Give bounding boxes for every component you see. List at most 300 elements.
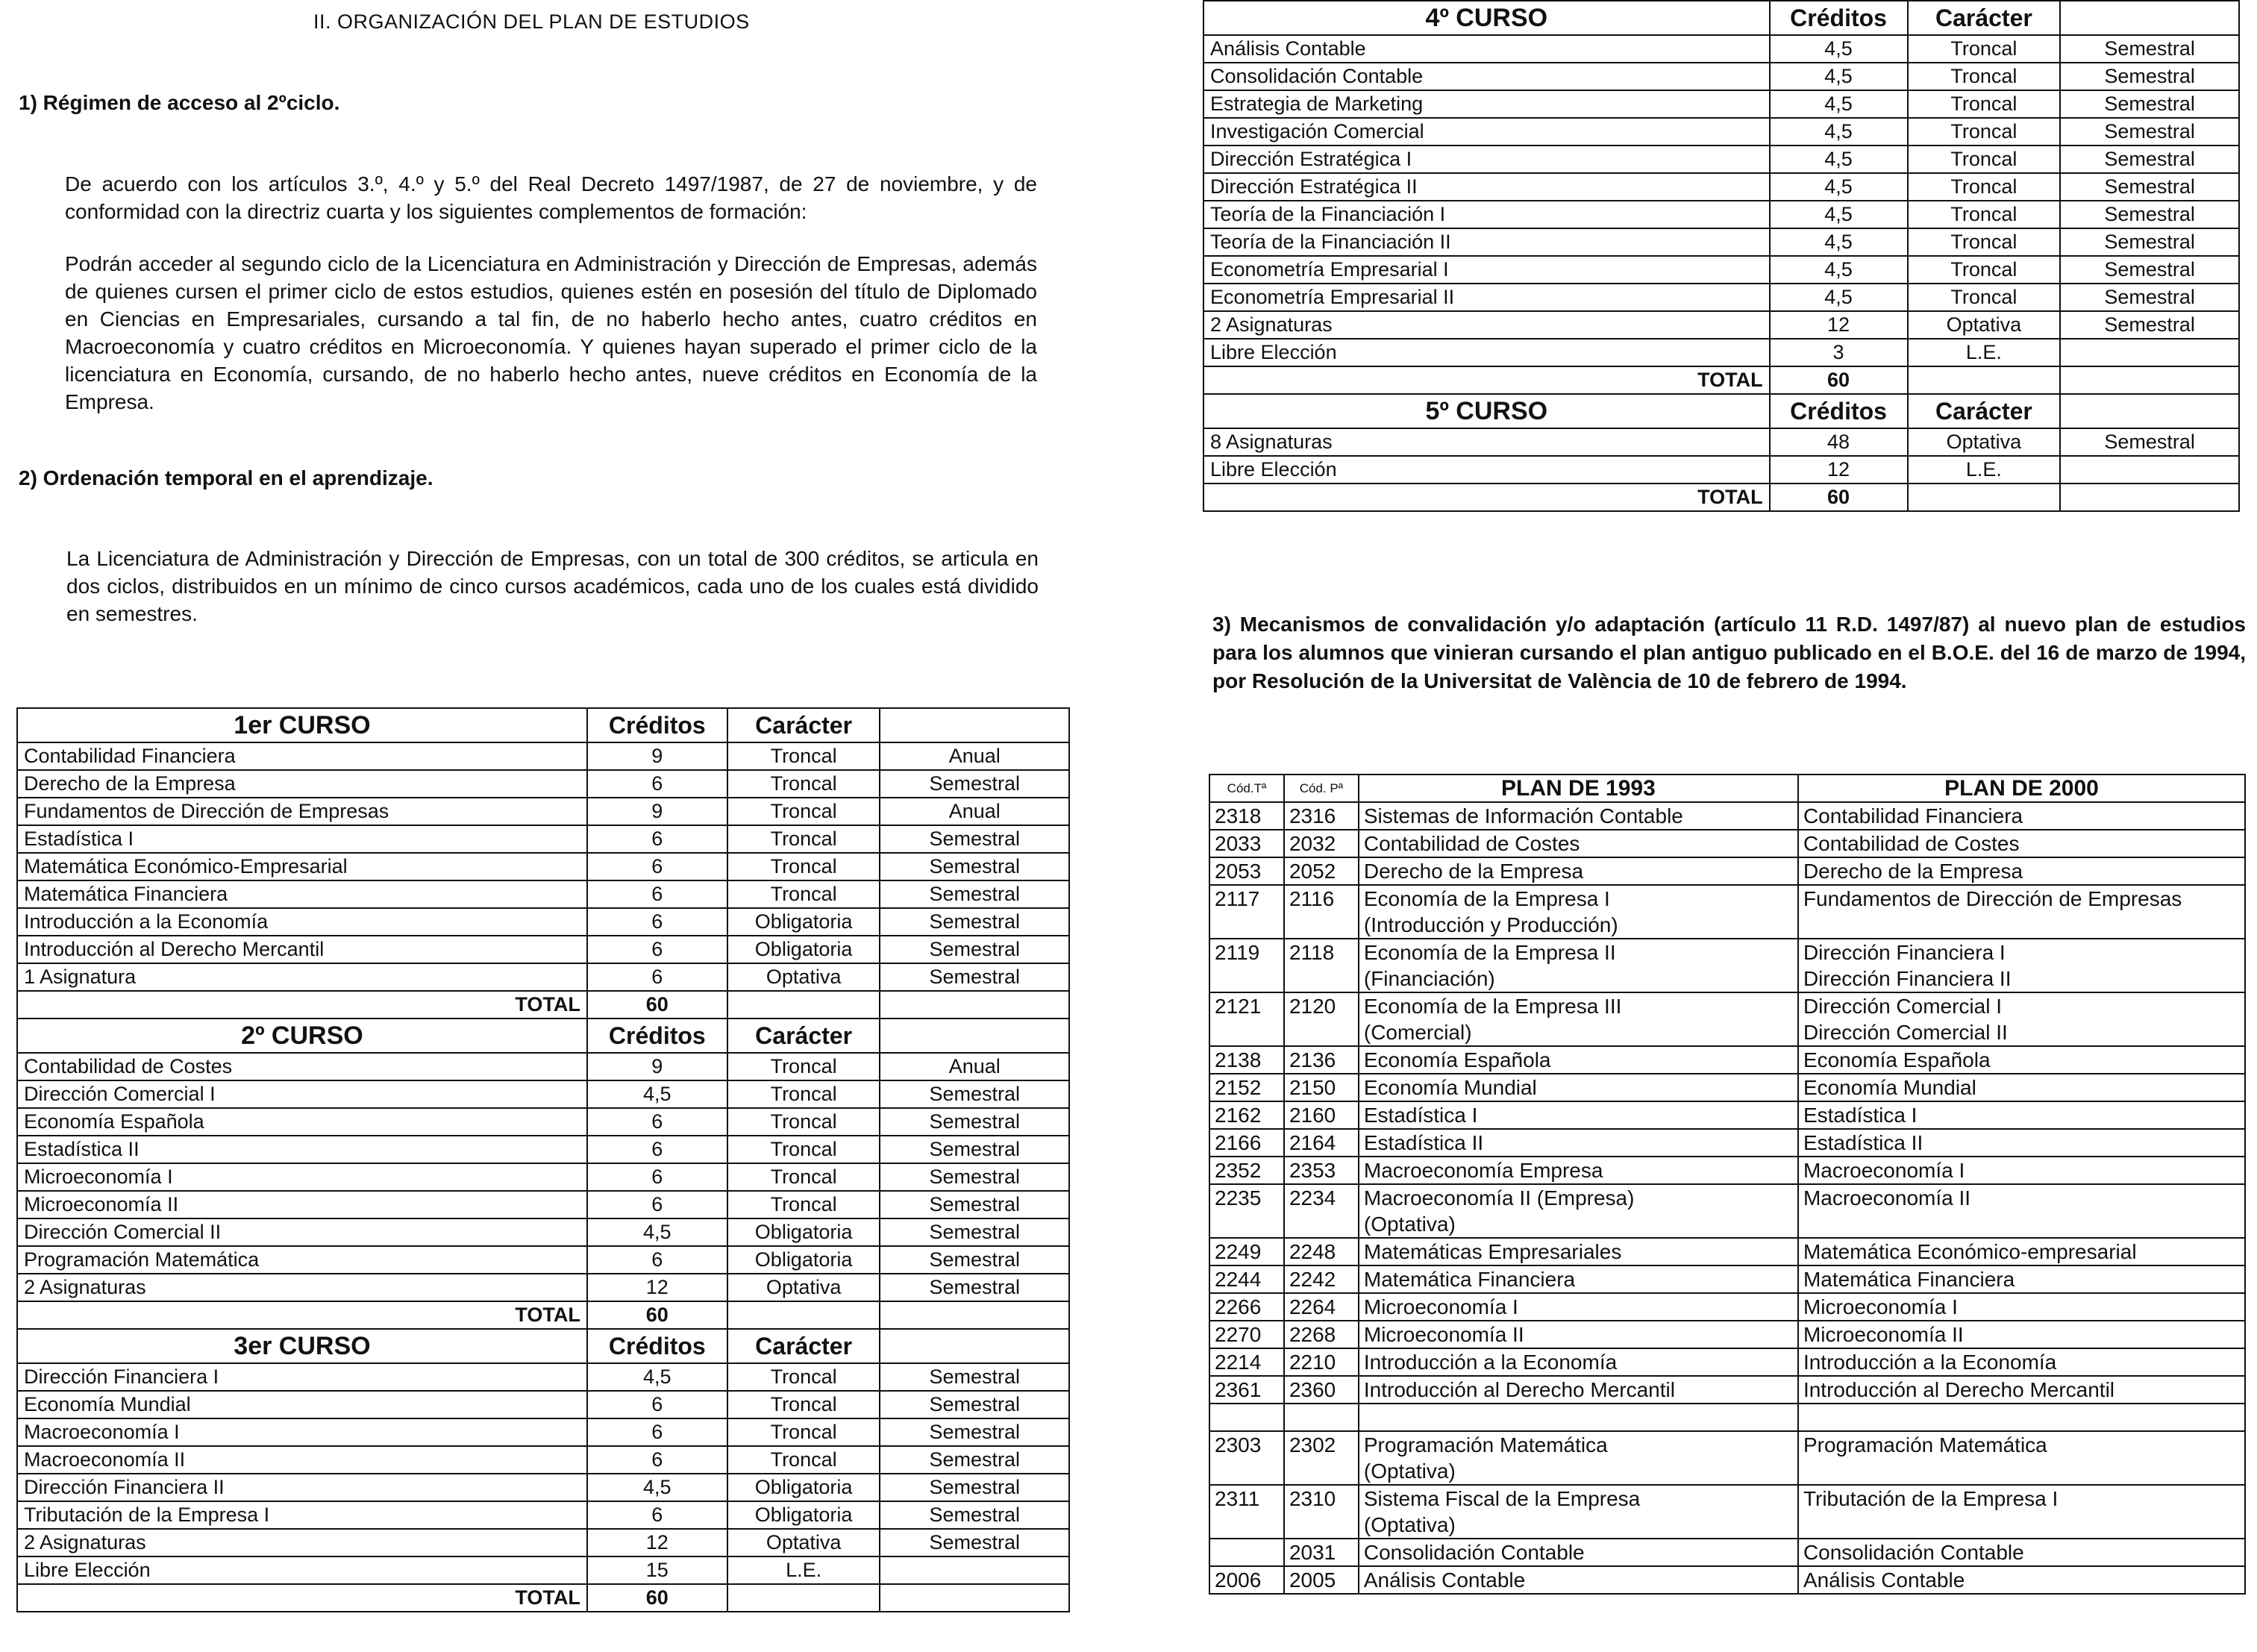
subject-type: Obligatoria: [727, 1474, 880, 1501]
subject-credits: 6: [587, 880, 727, 908]
plan-2000-subject: [1798, 992, 2245, 1046]
subject-credits: 9: [587, 798, 727, 825]
subject-name: 2 Asignaturas: [17, 1529, 587, 1556]
plan-2000-subject: [1798, 1238, 2245, 1265]
subject-duration: Semestral: [880, 1391, 1069, 1418]
course-title: 4º CURSO: [1203, 1, 1770, 35]
subject-name: Estadística I: [17, 825, 587, 853]
plan-2000-subject: [1798, 1431, 2245, 1485]
subject-type: Troncal: [727, 742, 880, 770]
code-t: [1209, 1539, 1284, 1566]
subject-credits: 48: [1770, 428, 1908, 456]
course-header-c4: [1203, 1, 2239, 35]
subject-type: L.E.: [727, 1556, 880, 1584]
plan-1993-subject: [1359, 1485, 1798, 1539]
subject-credits: 6: [587, 1136, 727, 1163]
subject-credits: 4,5: [1770, 228, 1908, 256]
header-cod-p: Cód. Pª: [1284, 775, 1359, 802]
subject-type: Troncal: [1908, 173, 2061, 201]
plan-2000-subject: [1798, 1074, 2245, 1101]
code-t: 2006: [1209, 1566, 1284, 1594]
subject-row: [1203, 456, 2239, 484]
plan-1993-line: (Comercial): [1363, 1021, 1472, 1044]
subject-credits: 4,5: [1770, 35, 1908, 63]
subject-duration: Semestral: [880, 880, 1069, 908]
subject-name: Consolidación Contable: [1203, 63, 1770, 90]
section-2-heading: 2) Ordenación temporal en el aprendizaje.: [19, 466, 433, 489]
plan-2000-line: Dirección Financiera II: [1803, 967, 2012, 990]
total-empty: [880, 991, 1069, 1019]
convalidation-row: [1209, 1293, 2245, 1321]
col-header-caracter: Carácter: [727, 1329, 880, 1363]
subject-duration: Semestral: [880, 1080, 1069, 1108]
subject-credits: 6: [587, 1191, 727, 1218]
plan-2000-line: Introducción al Derecho Mercantil: [1803, 1378, 2115, 1401]
course-total-row: [17, 991, 1069, 1019]
subject-type: Troncal: [1908, 35, 2061, 63]
plan-2000-line: Matemática Financiera: [1803, 1268, 2015, 1291]
course-header-c2: [17, 1019, 1069, 1053]
convalidation-row: [1209, 802, 2245, 830]
course-total-row: [1203, 484, 2239, 511]
subject-name: Tributación de la Empresa I: [17, 1501, 587, 1529]
code-t: 2352: [1209, 1157, 1284, 1184]
subject-duration: Semestral: [880, 1274, 1069, 1301]
code-p: 2160: [1284, 1101, 1359, 1129]
subject-duration: Semestral: [2060, 118, 2239, 146]
subject-row: [17, 1501, 1069, 1529]
subject-type: Obligatoria: [727, 1246, 880, 1274]
subject-credits: 12: [1770, 311, 1908, 339]
plan-2000-subject: [1798, 1101, 2245, 1129]
plan-1993-line: Programación Matemática: [1363, 1433, 1608, 1457]
subject-type: Troncal: [727, 1363, 880, 1391]
subject-credits: 4,5: [1770, 146, 1908, 173]
col-header-caracter: Carácter: [727, 1019, 880, 1053]
header-plan-1993: PLAN DE 1993: [1359, 775, 1798, 802]
course-header-c5: [1203, 394, 2239, 428]
subject-duration: Semestral: [2060, 63, 2239, 90]
subject-type: Troncal: [727, 1163, 880, 1191]
plan-1993-line: Economía de la Empresa II: [1363, 941, 1616, 964]
subject-name: Derecho de la Empresa: [17, 770, 587, 798]
subject-name: Contabilidad de Costes: [17, 1053, 587, 1080]
subject-type: Obligatoria: [727, 1218, 880, 1246]
convalidation-row: [1209, 939, 2245, 992]
plan-2000-line: Estadística I: [1803, 1104, 1918, 1127]
subject-row: [1203, 428, 2239, 456]
subject-credits: 4,5: [1770, 63, 1908, 90]
plan-2000-subject: [1798, 939, 2245, 992]
subject-name: Matemática Financiera: [17, 880, 587, 908]
plan-2000-line: Programación Matemática: [1803, 1433, 2047, 1457]
subject-credits: 4,5: [587, 1363, 727, 1391]
subject-row: [1203, 339, 2239, 366]
subject-name: Investigación Comercial: [1203, 118, 1770, 146]
convalidation-row: [1209, 1404, 2245, 1431]
convalidation-row: [1209, 1376, 2245, 1404]
total-empty: [2060, 484, 2239, 511]
code-t: 2270: [1209, 1321, 1284, 1348]
plan-1993-line: (Introducción y Producción): [1363, 913, 1618, 936]
subject-name: Libre Elección: [1203, 339, 1770, 366]
code-t: 2214: [1209, 1348, 1284, 1376]
plan-1993-subject: [1359, 1184, 1798, 1238]
plan-1993-subject: [1359, 1046, 1798, 1074]
subject-type: Troncal: [727, 1391, 880, 1418]
plan-1993-subject: [1359, 1566, 1798, 1594]
plan-2000-subject: [1798, 1293, 2245, 1321]
subject-duration: Semestral: [880, 825, 1069, 853]
plan-1993-line: Matemáticas Empresariales: [1363, 1240, 1622, 1263]
total-empty: [880, 1584, 1069, 1612]
plan-1993-line: Sistema Fiscal de la Empresa: [1363, 1487, 1641, 1510]
code-t: 2318: [1209, 802, 1284, 830]
subject-duration: [2060, 339, 2239, 366]
plan-2000-line: Economía Mundial: [1803, 1076, 1976, 1099]
course-header-c1: [17, 708, 1069, 742]
subject-name: Macroeconomía I: [17, 1418, 587, 1446]
code-t: 2152: [1209, 1074, 1284, 1101]
subject-credits: 9: [587, 742, 727, 770]
plan-1993-subject: [1359, 1348, 1798, 1376]
subject-type: Troncal: [1908, 146, 2061, 173]
subject-credits: 6: [587, 853, 727, 880]
plan-2000-subject: [1798, 1265, 2245, 1293]
col-header-empty: [880, 1019, 1069, 1053]
subject-type: Troncal: [727, 1191, 880, 1218]
total-empty: [2060, 366, 2239, 394]
plan-1993-subject: [1359, 939, 1798, 992]
col-header-empty: [880, 1329, 1069, 1363]
col-header-caracter: Carácter: [1908, 1, 2061, 35]
subject-duration: Semestral: [880, 936, 1069, 963]
subject-duration: Semestral: [880, 908, 1069, 936]
code-p: 2150: [1284, 1074, 1359, 1101]
col-header-empty: [2060, 394, 2239, 428]
subject-row: [17, 1474, 1069, 1501]
plan-1993-line: Macroeconomía Empresa: [1363, 1159, 1603, 1182]
plan-1993-line: Contabilidad de Costes: [1363, 832, 1580, 855]
plan-2000-line: Tributación de la Empresa I: [1803, 1487, 2059, 1510]
total-empty: [727, 1301, 880, 1329]
plan-2000-subject: [1798, 1184, 2245, 1238]
subject-row: [17, 853, 1069, 880]
plan-1993-subject: [1359, 992, 1798, 1046]
subject-name: Econometría Empresarial II: [1203, 284, 1770, 311]
subject-row: [17, 1108, 1069, 1136]
col-header-empty: [2060, 1, 2239, 35]
convalidation-row: [1209, 885, 2245, 939]
plan-1993-subject: [1359, 1321, 1798, 1348]
subject-type: L.E.: [1908, 456, 2061, 484]
col-header-creditos: Créditos: [587, 1019, 727, 1053]
subject-name: Estadística II: [17, 1136, 587, 1163]
header-plan-2000: PLAN DE 2000: [1798, 775, 2245, 802]
course-total-row: [17, 1584, 1069, 1612]
plan-1993-line: Sistemas de Información Contable: [1363, 804, 1683, 827]
subject-type: Troncal: [727, 1446, 880, 1474]
course-total-row: [1203, 366, 2239, 394]
section-1-heading: 1) Régimen de acceso al 2ºciclo.: [19, 91, 340, 114]
col-header-caracter: Carácter: [727, 708, 880, 742]
plan-2000-subject: [1798, 857, 2245, 885]
convalidation-row: [1209, 1129, 2245, 1157]
subject-name: Matemática Económico-Empresarial: [17, 853, 587, 880]
subject-row: [17, 936, 1069, 963]
convalidation-row: [1209, 1101, 2245, 1129]
subject-credits: 12: [587, 1529, 727, 1556]
subject-credits: 4,5: [1770, 90, 1908, 118]
code-t: [1209, 1404, 1284, 1431]
plan-2000-subject: [1798, 1129, 2245, 1157]
subject-duration: Semestral: [880, 1218, 1069, 1246]
subject-name: Teoría de la Financiación II: [1203, 228, 1770, 256]
plan-1993-subject: [1359, 1265, 1798, 1293]
course-header-c3: [17, 1329, 1069, 1363]
plan-1993-line: Economía de la Empresa I: [1363, 887, 1610, 910]
plan-1993-subject: [1359, 1238, 1798, 1265]
code-t: 2235: [1209, 1184, 1284, 1238]
subject-name: Economía Española: [17, 1108, 587, 1136]
code-t: 2121: [1209, 992, 1284, 1046]
subject-name: 2 Asignaturas: [1203, 311, 1770, 339]
subject-row: [17, 1529, 1069, 1556]
section-1-paragraph-2: Podrán acceder al segundo ciclo de la Licenciatura en Administración y Dirección de Empresas, además de quienes cursen el primer ciclo de estos estudios, quienes estén en posesión del título de Diplomado en Ciencias en Empresariales, cursando a tal fin, de no haberlo hecho antes, cuatro créditos en Macroeconomía y cuatro créditos en Microeconomía. Y quienes hayan superado el primer ciclo de la licenciatura en Economía, cursando, de no haberlo hecho antes, nueve créditos en Economía de la Empresa.: [65, 252, 1037, 413]
code-t: 2053: [1209, 857, 1284, 885]
convalidation-header-row: [1209, 775, 2245, 802]
subject-duration: Semestral: [2060, 201, 2239, 228]
subject-name: Fundamentos de Dirección de Empresas: [17, 798, 587, 825]
convalidation-table: [1209, 774, 2246, 1595]
course-total-row: [17, 1301, 1069, 1329]
total-empty: [727, 991, 880, 1019]
convalidation-row: [1209, 1046, 2245, 1074]
plan-1993-line: Introducción al Derecho Mercantil: [1363, 1378, 1675, 1401]
subject-type: Troncal: [727, 770, 880, 798]
subject-credits: 15: [587, 1556, 727, 1584]
subject-type: Optativa: [1908, 311, 2061, 339]
plan-2000-line: Macroeconomía I: [1803, 1159, 1965, 1182]
plan-1993-line: Macroeconomía II (Empresa): [1363, 1186, 1635, 1210]
plan-2000-line: Macroeconomía II: [1803, 1186, 1971, 1210]
plan-1993-subject: [1359, 1404, 1798, 1431]
plan-2000-line: Consolidación Contable: [1803, 1541, 2024, 1564]
subject-duration: Semestral: [880, 1418, 1069, 1446]
plan-1993-line: Consolidación Contable: [1363, 1541, 1585, 1564]
subject-duration: Semestral: [880, 1163, 1069, 1191]
subject-duration: Semestral: [2060, 90, 2239, 118]
code-p: 2005: [1284, 1566, 1359, 1594]
plan-2000-line: Análisis Contable: [1803, 1568, 1965, 1592]
plan-2000-line: Dirección Financiera I: [1803, 941, 2006, 964]
subject-credits: 4,5: [1770, 256, 1908, 284]
subject-credits: 6: [587, 1108, 727, 1136]
plan-1993-subject: [1359, 830, 1798, 857]
subject-type: Troncal: [1908, 63, 2061, 90]
code-p: 2268: [1284, 1321, 1359, 1348]
subject-row: [17, 1391, 1069, 1418]
subject-row: [1203, 118, 2239, 146]
section-1-paragraph-1: De acuerdo con los artículos 3.º, 4.º y 5.º del Real Decreto 1497/1987, de 27 de noviembre, y de conformidad con la directriz cuarta y los siguientes complementos de formación:: [65, 172, 1037, 223]
subject-row: [17, 1274, 1069, 1301]
subject-type: Troncal: [727, 1418, 880, 1446]
subject-type: Troncal: [727, 1053, 880, 1080]
col-header-creditos: Créditos: [587, 708, 727, 742]
code-p: [1284, 1404, 1359, 1431]
plan-1993-line: Microeconomía I: [1363, 1295, 1518, 1318]
subject-type: Troncal: [727, 798, 880, 825]
plan-2000-subject: [1798, 830, 2245, 857]
total-credits: 60: [1770, 366, 1908, 394]
subject-duration: Semestral: [2060, 284, 2239, 311]
code-p: 2242: [1284, 1265, 1359, 1293]
col-header-creditos: Créditos: [1770, 394, 1908, 428]
course-title: 5º CURSO: [1203, 394, 1770, 428]
plan-1993-line: Microeconomía II: [1363, 1323, 1524, 1346]
subject-type: Troncal: [1908, 90, 2061, 118]
convalidation-row: [1209, 1157, 2245, 1184]
course-title: 2º CURSO: [17, 1019, 587, 1053]
plan-2000-line: Matemática Económico-empresarial: [1803, 1240, 2137, 1263]
subject-duration: Semestral: [880, 1246, 1069, 1274]
plan-1993-line: (Optativa): [1363, 1513, 1456, 1536]
subject-row: [1203, 146, 2239, 173]
code-t: 2244: [1209, 1265, 1284, 1293]
subject-type: Obligatoria: [727, 936, 880, 963]
subject-row: [17, 770, 1069, 798]
col-header-caracter: Carácter: [1908, 394, 2061, 428]
subject-row: [17, 1136, 1069, 1163]
subject-name: 1 Asignatura: [17, 963, 587, 991]
subject-credits: 4,5: [587, 1474, 727, 1501]
subject-credits: 12: [1770, 456, 1908, 484]
subject-duration: Anual: [880, 1053, 1069, 1080]
code-t: 2266: [1209, 1293, 1284, 1321]
subject-row: [17, 1446, 1069, 1474]
subject-name: Dirección Estratégica I: [1203, 146, 1770, 173]
subject-credits: 6: [587, 936, 727, 963]
subject-credits: 6: [587, 963, 727, 991]
subject-type: Troncal: [1908, 118, 2061, 146]
subject-row: [1203, 63, 2239, 90]
code-p: 2234: [1284, 1184, 1359, 1238]
subject-row: [17, 1418, 1069, 1446]
subject-name: 8 Asignaturas: [1203, 428, 1770, 456]
code-t: 2249: [1209, 1238, 1284, 1265]
plan-2000-subject: [1798, 1566, 2245, 1594]
section-3-heading: 3) Mecanismos de convalidación y/o adaptación (artículo 11 R.D. 1497/87) al nuevo plan de estudios para los alumnos que vinieran cursando el plan antiguo publicado en el B.O.E. del 16 de marzo de 1994, por Resolución de la Universitat de València de 10 de febrero de 1994.: [1212, 613, 2246, 692]
code-p: 2164: [1284, 1129, 1359, 1157]
subject-name: Dirección Comercial I: [17, 1080, 587, 1108]
plan-1993-line: Análisis Contable: [1363, 1568, 1526, 1592]
subject-name: 2 Asignaturas: [17, 1274, 587, 1301]
page-title: II. ORGANIZACIÓN DEL PLAN DE ESTUDIOS: [313, 10, 750, 33]
plan-2000-subject: [1798, 1539, 2245, 1566]
plan-1993-subject: [1359, 1293, 1798, 1321]
subject-duration: [2060, 456, 2239, 484]
subject-name: Dirección Financiera II: [17, 1474, 587, 1501]
code-t: 2033: [1209, 830, 1284, 857]
plan-2000-subject: [1798, 802, 2245, 830]
plan-2000-line: Estadística II: [1803, 1131, 1923, 1154]
plan-1993-line: Estadística II: [1363, 1131, 1484, 1154]
convalidation-row: [1209, 857, 2245, 885]
code-p: 2120: [1284, 992, 1359, 1046]
plan-2000-line: Microeconomía I: [1803, 1295, 1958, 1318]
subject-credits: 6: [587, 770, 727, 798]
code-p: 2210: [1284, 1348, 1359, 1376]
subject-duration: Semestral: [880, 1108, 1069, 1136]
subject-row: [17, 742, 1069, 770]
convalidation-row: [1209, 1539, 2245, 1566]
code-p: 2032: [1284, 830, 1359, 857]
code-p: 2052: [1284, 857, 1359, 885]
subject-name: Contabilidad Financiera: [17, 742, 587, 770]
plan-1993-line: (Optativa): [1363, 1459, 1456, 1483]
subject-duration: Semestral: [880, 1363, 1069, 1391]
convalidation-row: [1209, 1566, 2245, 1594]
plan-2000-line: Contabilidad Financiera: [1803, 804, 2023, 827]
subject-type: Obligatoria: [727, 908, 880, 936]
subject-duration: Semestral: [880, 1446, 1069, 1474]
subject-duration: Semestral: [2060, 256, 2239, 284]
plan-1993-subject: [1359, 1431, 1798, 1485]
plan-2000-line: Contabilidad de Costes: [1803, 832, 2020, 855]
subject-row: [17, 1053, 1069, 1080]
code-p: 2031: [1284, 1539, 1359, 1566]
subject-duration: Semestral: [880, 963, 1069, 991]
total-empty: [727, 1584, 880, 1612]
subject-duration: Semestral: [880, 1474, 1069, 1501]
subject-credits: 6: [587, 1391, 727, 1418]
subject-credits: 6: [587, 825, 727, 853]
code-t: 2361: [1209, 1376, 1284, 1404]
subject-name: Estrategia de Marketing: [1203, 90, 1770, 118]
course-title: 3er CURSO: [17, 1329, 587, 1363]
subject-name: Econometría Empresarial I: [1203, 256, 1770, 284]
subject-row: [1203, 256, 2239, 284]
total-empty: [1908, 484, 2061, 511]
plan-2000-line: Microeconomía II: [1803, 1323, 1964, 1346]
subject-type: Troncal: [1908, 201, 2061, 228]
subject-credits: 6: [587, 908, 727, 936]
total-empty: [1908, 366, 2061, 394]
subject-row: [17, 880, 1069, 908]
total-credits: 60: [1770, 484, 1908, 511]
col-header-creditos: Créditos: [1770, 1, 1908, 35]
plan-1993-line: Economía Española: [1363, 1048, 1551, 1071]
subject-name: Dirección Financiera I: [17, 1363, 587, 1391]
subject-row: [1203, 201, 2239, 228]
subject-row: [1203, 311, 2239, 339]
code-t: 2119: [1209, 939, 1284, 992]
code-t: 2311: [1209, 1485, 1284, 1539]
plan-1993-line: Matemática Financiera: [1363, 1268, 1576, 1291]
code-p: 2118: [1284, 939, 1359, 992]
subject-name: Libre Elección: [1203, 456, 1770, 484]
total-credits: 60: [587, 1584, 727, 1612]
subject-credits: 4,5: [1770, 118, 1908, 146]
subject-duration: Anual: [880, 798, 1069, 825]
plan-2000-line: Introducción a la Economía: [1803, 1351, 2057, 1374]
subject-name: Introducción al Derecho Mercantil: [17, 936, 587, 963]
convalidation-row: [1209, 1348, 2245, 1376]
subject-credits: 4,5: [1770, 173, 1908, 201]
subject-name: Economía Mundial: [17, 1391, 587, 1418]
plan-2000-subject: [1798, 1485, 2245, 1539]
plan-2000-subject: [1798, 1376, 2245, 1404]
